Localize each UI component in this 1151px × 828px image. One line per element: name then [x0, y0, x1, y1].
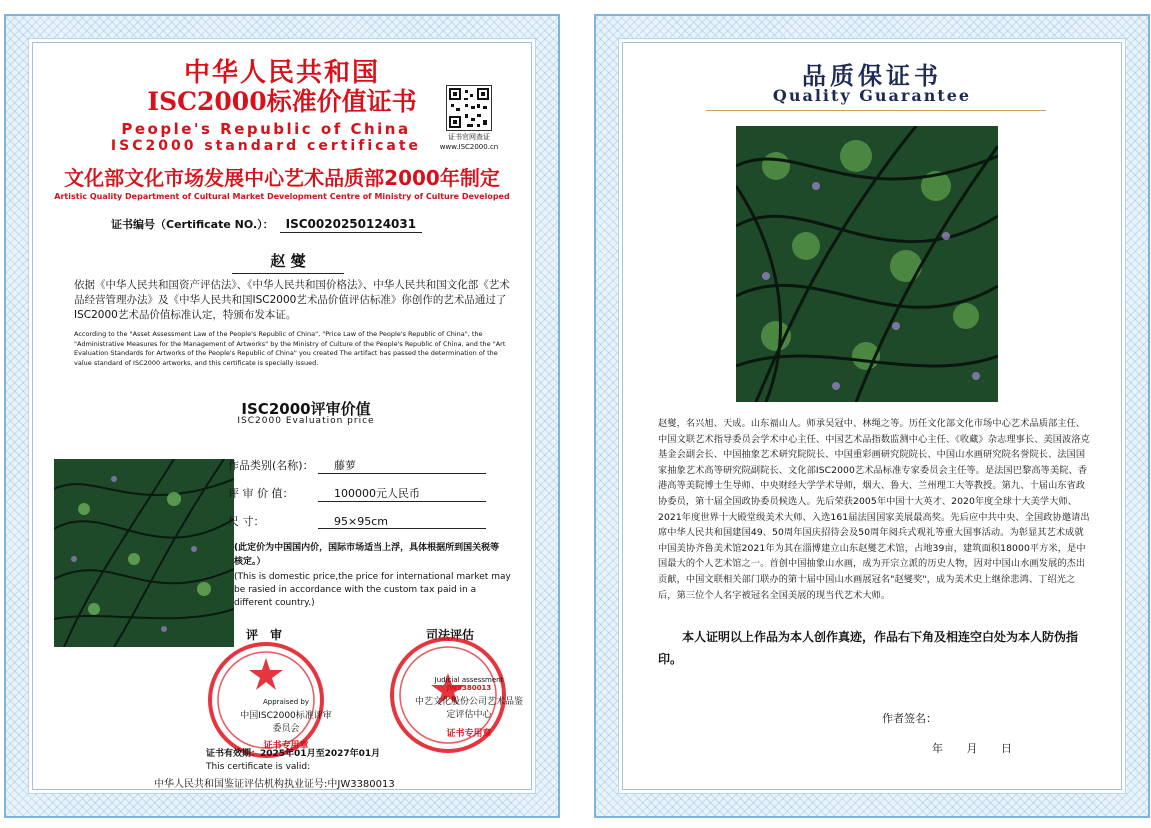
field-label: 作品类别(名称)：	[228, 459, 314, 472]
seal-1-text	[206, 698, 366, 751]
artwork-thumbnail	[54, 459, 234, 647]
price-note-en: (This is domestic price,the price for international market may be rasied in accordance with the custom tax paid in a different country.)	[234, 572, 511, 608]
field-label: 尺 寸：	[228, 515, 265, 528]
validity-english: This certificate is valid:	[206, 762, 311, 772]
certificate-page	[4, 14, 560, 818]
price-note-cn: (此定价为中国国内价，国际市场适当上浮，具体根据所到国关税等核定。）	[234, 543, 500, 567]
holder-name: 赵 燮	[232, 250, 344, 274]
license-number: 中华人民共和国鉴证评估机构执业证号:中JW3380013	[154, 779, 395, 790]
judicial-label: 司法评估	[426, 628, 475, 642]
certificate-number	[111, 216, 422, 233]
title-english-1: People's Republic of China	[121, 120, 411, 138]
title-divider	[706, 110, 1046, 111]
artist-biography: 赵燮，名兴旭、天成。山东福山人。师承吴冠中、林绳之等。历任文化部文化市场中心艺术品质部主任、中国文联艺术指导委员会学术中心主任、中国艺术品指数监测中心主任、《收藏》杂志理事长、美国波洛克基金会副会长、中国抽象艺术研究院院长、中国重彩画研究院院长、中国山水画研究院名誉院长、法国国家抽象艺术高等研究院副院长、文化部ISC2000艺术品标准专家委员会主任等。是法国巴黎高等美院、香港高等美院博士生导师、中央财经大学学术导师，烟大、鲁大、兰州理工大等教授。第九、十届山东省政协委员，第十届全国政协委员候选人。先后荣获2005年中国十大英才、2020年度全球十大美学大师、2021年度世界十大殿堂级美术大师、入选161届法国国家美展最高奖。先后应中共中央、全国政协邀请出席中华人民共和国建国49、50周年国庆招待会及50周年阅兵式观礼等重大国事活动。为彰显其艺术成就中国美协齐鲁美术馆2021年为其在淄博建立山东赵燮艺术馆，占地39亩，建筑面积18000平方米，是中国最大的个人艺术馆之一。首创中国抽象山水画，成为开宗立派的历史人物，因对中国山水画发展的杰出贡献，中国文联相关部门联办的第十届中国山水画展冠名"赵燮奖"，成为美术史上继徐悲鸿、丁绍光之后，第三位个人名字被冠名全国美展的现当代艺术大师。	[658, 418, 1090, 601]
seal-2-label: 证书专用章	[446, 729, 492, 739]
guarantee-title-english: Quality Guarantee	[772, 86, 972, 105]
qr-url[interactable]: www.ISC2000.cn	[439, 143, 499, 151]
review-label: 评审	[246, 628, 295, 642]
seal-2-english: Judicial assessment	[434, 676, 504, 684]
title-country: 中华人民共和国	[183, 58, 380, 88]
evaluation-title: ISC2000评审价值	[241, 400, 371, 418]
qr-code[interactable]	[446, 85, 492, 131]
seal-1-label: 证书专用章	[263, 741, 309, 751]
field-value: 100000元人民币	[318, 485, 486, 502]
issuer-title: 文化部文化市场发展中心艺术品质部2000年制定	[64, 166, 500, 190]
seal-2-code: JW3380013	[446, 684, 492, 692]
certificate-statement: 依据《中华人民共和国资产评估法》、《中华人民共和国价格法》、中华人民共和国文化部《艺术品经营管理办法》及《中华人民共和国ISC2000艺术品价值评估标准》你创作的艺术品通过了ISC2000艺术品价值标准认定，特颁布发本证。	[74, 279, 510, 321]
evaluation-subtitle: ISC2000 Evaluation price	[237, 416, 375, 426]
artwork-image	[736, 126, 998, 402]
certificate-number-value: ISC0020250124031	[280, 217, 422, 233]
field-artwork-name	[228, 457, 486, 474]
seal-2-name: 中艺文化股份公司艺术品鉴定评估中心	[414, 697, 523, 720]
title-certificate: ISC2000标准价值证书	[147, 87, 417, 116]
field-size	[228, 513, 486, 529]
signature-label: 作者签名：	[882, 712, 937, 725]
issuer-english: Artistic Quality Department of Cultural Market Development Centre of Ministry of Culture Developed	[54, 192, 510, 201]
date-label: 年 月 日	[932, 742, 1012, 755]
field-value: 95×95cm	[318, 515, 486, 529]
authenticity-statement: 本人证明以上作品为本人创作真迹，作品右下角及相连空白处为本人防伪指印。	[658, 630, 1079, 666]
certificate-statement-english: According to the "Asset Assessment Law of the People's Republic of China", "Price Law of the People's Republic of China", the "Administrative Measures for the Management of Artworks" by the Ministry of Culture of the People's Republic of China, and the "Art Evaluation Standards for Artworks of the People's Republic of China" you created The artifact has passed the determination of the value standard of ISC2000 artworks, and this certificate is specially issued.	[74, 330, 506, 367]
seal-2-text	[384, 676, 554, 739]
qr-caption	[438, 132, 500, 152]
field-evaluation-value	[228, 485, 486, 502]
quality-guarantee-page	[594, 14, 1150, 818]
field-value: 藤萝	[318, 457, 486, 474]
qr-caption-text: 证书官网查证	[448, 133, 490, 141]
guarantee-title: 品质保证书	[802, 61, 942, 90]
seal-1-name: 中国ISC2000标准评审委员会	[240, 711, 332, 734]
title-english-2: ISC2000 standard certificate	[110, 138, 422, 154]
certificate-number-label: 证书编号（Certificate NO.）：	[111, 218, 274, 231]
seal-1-english: Appraised by	[263, 698, 309, 706]
field-label: 评 审 价 值：	[228, 487, 294, 500]
validity-period: 证书有效期：2025年01月至2027年01月	[206, 749, 381, 759]
